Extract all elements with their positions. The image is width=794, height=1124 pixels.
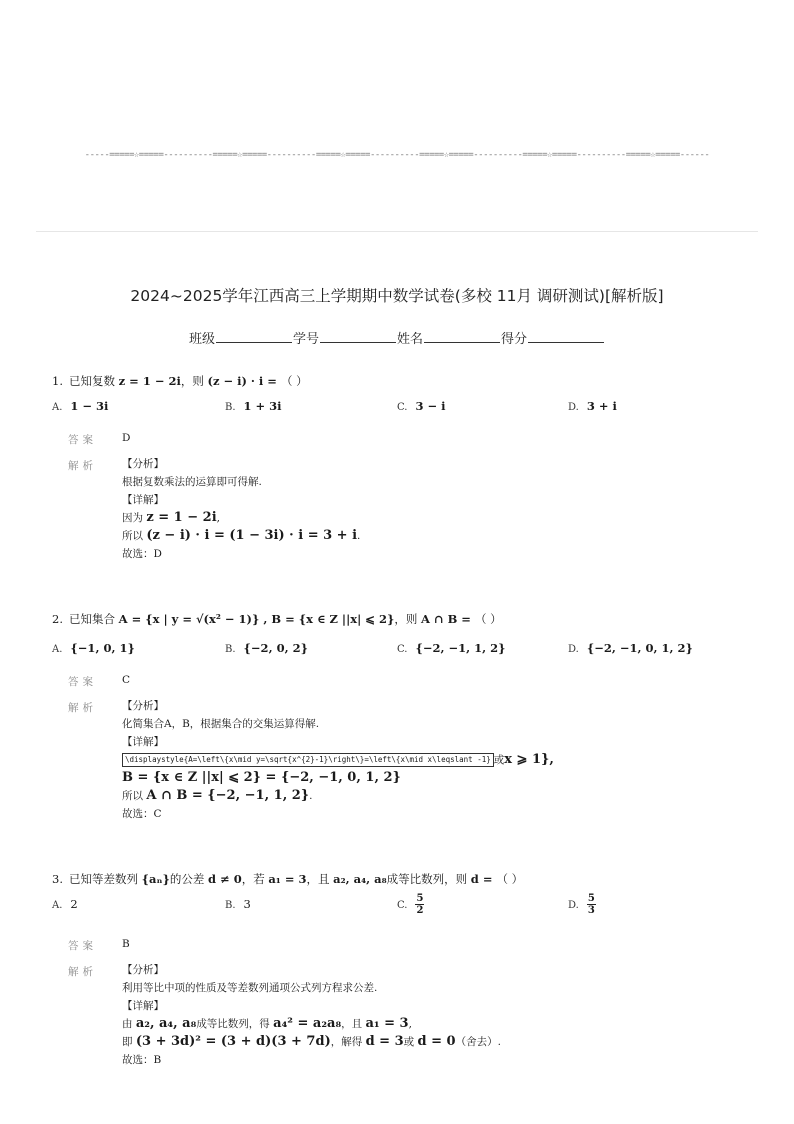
q1-expression: (z − i) · i = [207,374,281,388]
q2-option-d[interactable] [568,641,693,655]
option-text: 3 [243,897,251,911]
question-1-stem [52,373,308,389]
option-letter: D. [568,402,579,413]
q3-option-a[interactable] [52,897,78,911]
q2-text-mid: ，则 [394,612,421,626]
answer-label: 答案 [68,676,97,688]
class-blank[interactable] [216,330,292,343]
unrendered-latex-box: \displaystyle{A=\left\{x\mid y=\sqrt{x^{2}-1}\right\}=\left\{x\mid x\leqslant -1} [122,753,494,767]
question-number: 3. [52,872,63,886]
student-info-line [0,328,794,347]
detail-heading: 【详解】 [122,736,164,748]
math: d = 3 [365,1034,404,1049]
analysis-line [122,769,554,787]
analysis-conclusion: 故选：D [122,548,162,560]
question-number: 1. [52,374,63,388]
math: A ∩ B = {−2, −1, 1, 2} [146,788,310,803]
q3-blank: （ ） [496,872,524,886]
fraction [415,893,424,916]
option-text: 1 − 3i [70,399,109,413]
numerator: 5 [587,893,595,904]
q3-expression: d = [470,872,497,886]
q2-expression: A ∩ B = [421,612,475,626]
math: (z − i) · i = (1 − 3i) · i = 3 + i [146,528,358,543]
q1-option-a[interactable] [52,399,108,413]
text: （舍去）. [455,1036,501,1048]
question-2-stem [52,611,502,627]
q3-condition: a₁ = 3 [268,872,307,886]
q1-text-mid: ，则 [180,374,208,388]
q3-text: 成等比数列，则 [386,872,471,886]
text: ，解得 [330,1036,366,1048]
answer-label: 答案 [68,940,97,952]
text: 所以 [122,790,147,802]
analysis-heading: 【分析】 [122,458,164,470]
q1-answer: D [122,432,131,444]
text: ，且 [341,1018,366,1030]
option-text: 2 [70,897,78,911]
q2-text: 已知集合 [68,612,119,626]
math: x ⩾ 1}, [504,752,554,767]
q3-terms: a₂, a₄, a₈ [333,872,387,886]
fraction [587,893,596,916]
math: (3 + 3d)² = (3 + d)(3 + 7d) [135,1034,331,1049]
text: 或 [493,754,505,766]
option-letter: B. [225,402,236,413]
option-text: 3 − i [415,399,446,413]
header-dash-divider: -----=====☆=====----------=====☆=====----------=====☆=====----------=====☆=====----------=====☆=====----------=====☆=====------ [84,150,710,160]
option-letter: C. [397,644,408,655]
q1-blank: （ ） [280,374,308,388]
option-letter: B. [225,900,236,911]
analysis-heading: 【分析】 [122,700,164,712]
analysis-line: 利用等比中项的性质及等差数列通项公式列方程求公差. [122,982,378,994]
q1-option-b[interactable] [225,399,282,413]
q3-sequence: {aₙ} [141,872,170,886]
option-text: {−2, 0, 2} [243,641,308,655]
text: 或 [403,1036,418,1048]
answer-label: 答案 [68,434,97,446]
q1-option-c[interactable] [397,399,446,413]
score-blank[interactable] [528,330,604,343]
q3-option-b[interactable] [225,897,251,911]
q3-text: ，若 [241,872,269,886]
header-rule [36,231,758,232]
analysis-label: 解析 [68,460,97,472]
option-letter: B. [225,644,236,655]
denominator: 2 [416,905,424,916]
text: 由 [122,1018,136,1030]
math: a₁ = 3 [365,1016,409,1031]
analysis-line [122,1033,501,1051]
q2-answer: C [122,674,131,686]
q3-text: 已知等差数列 [68,872,142,886]
class-label: 班级 [188,332,215,347]
id-label: 学号 [292,332,319,347]
detail-heading: 【详解】 [122,1000,164,1012]
q3-text: ，且 [306,872,334,886]
option-letter: D. [568,644,579,655]
q3-option-c[interactable] [397,893,424,916]
q3-answer: B [122,938,130,950]
analysis-line [122,509,360,527]
q2-option-c[interactable] [397,641,506,655]
analysis-line [122,751,554,769]
math: B = {x ∈ Z ||x| ⩽ 2} = {−2, −1, 0, 1, 2} [122,770,401,785]
analysis-line: 化简集合A，B，根据集合的交集运算得解. [122,718,320,730]
option-text: {−2, −1, 1, 2} [415,641,506,655]
analysis-label: 解析 [68,966,97,978]
option-text: {−2, −1, 0, 1, 2} [586,641,693,655]
text: 所以 [122,530,147,542]
analysis-line [122,787,554,805]
page-title: 2024~2025学年江西高三上学期期中数学试卷(多校 11月 调研测试)[解析版] [130,287,664,305]
denominator: 3 [587,905,595,916]
option-text: 1 + 3i [243,399,282,413]
analysis-line [122,1015,501,1033]
q2-option-b[interactable] [225,641,308,655]
q1-condition: z = 1 − 2i [118,374,181,388]
option-letter: A. [52,402,63,413]
text: . [357,530,361,542]
option-letter: C. [397,402,408,413]
q3-option-d[interactable] [568,893,596,916]
q1-analysis [122,455,360,563]
q1-option-d[interactable] [568,399,617,413]
q2-blank: （ ） [474,612,502,626]
q2-condition: A = {x | y = √(x² − 1)} , B = {x ∈ Z ||x| ⩽ 2} [118,612,395,626]
id-blank[interactable] [320,330,396,343]
analysis-heading: 【分析】 [122,964,164,976]
option-letter: A. [52,644,63,655]
q2-analysis [122,697,554,823]
math: d = 0 [417,1034,456,1049]
score-label: 得分 [501,332,528,347]
detail-heading: 【详解】 [122,494,164,506]
question-number: 2. [52,612,63,626]
text: . [309,790,313,802]
analysis-line [122,527,360,545]
text: , [408,1018,412,1030]
analysis-line: 根据复数乘法的运算即可得解. [122,476,262,488]
option-text: 3 + i [586,399,617,413]
text: 成等比数列，得 [196,1018,274,1030]
q3-condition: d ≠ 0 [208,872,242,886]
analysis-conclusion: 故选：C [122,808,162,820]
option-letter: A. [52,900,63,911]
q2-option-a[interactable] [52,641,135,655]
option-text: {−1, 0, 1} [70,641,135,655]
text: 即 [122,1036,136,1048]
text: 因为 [122,512,147,524]
option-letter: D. [568,899,579,911]
q3-text: 的公差 [169,872,209,886]
math: a₂, a₄, a₈ [135,1016,197,1031]
text: , [216,512,220,524]
name-label: 姓名 [397,332,424,347]
q1-text: 已知复数 [68,374,119,388]
math: a₄² = a₂a₈ [273,1016,342,1031]
q3-analysis [122,961,501,1069]
numerator: 5 [416,893,424,904]
analysis-label: 解析 [68,702,97,714]
math: z = 1 − 2i [146,510,217,525]
option-letter: C. [397,899,408,911]
question-3-stem [52,871,523,887]
name-blank[interactable] [424,330,500,343]
analysis-conclusion: 故选：B [122,1054,162,1066]
